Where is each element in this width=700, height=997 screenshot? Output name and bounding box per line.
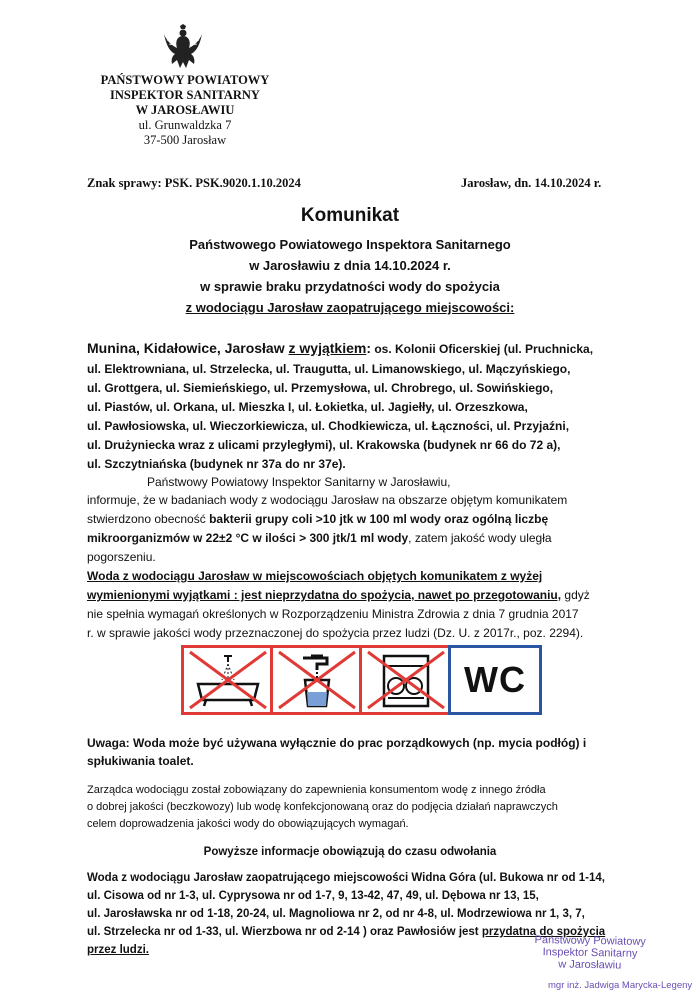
no-drinking-icon [270,645,364,715]
sender-street: ul. Grunwaldzka 7 [138,118,232,132]
widna-line-5: przez ludzi. [87,944,149,956]
wc-label: WC [464,659,526,700]
sender-city: 37-500 Jarosław [143,133,227,147]
polish-eagle-emblem [163,24,203,72]
widna-line-1: Woda z wodociągu Jarosław zaopatrującego miejscowości Widna Góra (ul. Bukowa nr od 1-14, [87,872,605,884]
manager-line-2: o dobrej jakości (beczkowozy) lub wodę konfekcjonowaną oraz do podjęcia działań naprawczych [87,801,558,813]
localities-line-6: ul. Drużyniecka wraz z ulicami przyległymi), ul. Krakowska (budynek nr 66 do 72 a), [87,438,561,452]
inform-line-4: mikroorganizmów w 22±2 °C w ilości > 300 jtk/1 ml wody, zatem jakość wody uległa [87,531,552,545]
widna-line-2: ul. Cisowa od nr 1-3, ul. Cyprysowa nr od 1-7, 9, 13-42, 47, 49, ul. Dębowa nr 13, 15, [87,890,539,902]
manager-line-1: Zarządca wodociągu został zobowiązany do zapewnienia konsumentom wodę z innego źródła [87,784,546,796]
sender-line-3: W JAROSŁAWIU [135,103,235,117]
no-bathing-icon [181,645,275,715]
wc-icon [448,645,542,715]
validity-notice: Powyższe informacje obowiązują do czasu odwołania [203,846,497,858]
sender-line-1: PAŃSTWOWY POWIATOWY [100,73,270,87]
warning-line-2: wymienionymi wyjątkami : jest nieprzydatna do spożycia, nawet po przegotowaniu, gdyż [87,588,590,602]
localities-line-5: ul. Pawłosiowska, ul. Wieczorkiewicza, ul. Chodkiewicza, ul. Łączności, ul. Przyjaźni, [87,419,570,433]
note-line-1: Uwaga: Woda może być używana wyłącznie do prac porządkowych (np. mycia podłóg) i [87,736,587,750]
except-word: z wyjątkiem [288,340,367,356]
inform-line-3: stwierdzono obecność bakterii grupy coli >10 jtk w 100 ml wody oraz ogólną liczbę [87,512,549,526]
subtitle-line-2: w Jarosławiu z dnia 14.10.2024 r. [249,258,451,273]
localities-line-1: Munina, Kidałowice, Jarosław z wyjątkiem: os. Kolonii Oficerskiej (ul. Pruchnicka, [87,340,594,356]
official-stamp: Państwowy Powiatowy Inspektor Sanitarny w Jarosławiu [534,934,646,972]
case-reference: Znak sprawy: PSK. PSK.9020.1.10.2024 [87,176,301,190]
warning-line-3: nie spełnia wymagań określonych w Rozporządzeniu Ministra Zdrowia z dnia 7 grudnia 2017 [87,607,579,621]
note-line-2: spłukiwania toalet. [87,754,194,768]
localities-line-2: ul. Elektrowniana, ul. Strzelecka, ul. Traugutta, ul. Limanowskiego, ul. Mączyńskiego, [87,362,571,376]
no-dishwashing-icon [359,645,453,715]
manager-line-3: celem doprowadzenia jakości wody do obowiązujących wymagań. [87,818,409,830]
localities-line-7: ul. Szczytniańska (budynek nr 37a do nr 37e). [87,457,346,471]
page-title: Komunikat [300,205,400,226]
warning-line-4: r. w sprawie jakości wody przeznaczonej do spożycia przez ludzi (Dz. U. z 2017r., poz. 2294). [87,626,584,640]
localities-line-3: ul. Grottgera, ul. Siemieńskiego, ul. Przemysłowa, ul. Chrobrego, ul. Sowińskiego, [87,381,554,395]
widna-line-3: ul. Jarosławska nr od 1-18, 20-24, ul. Magnoliowa nr 2, od nr 4-8, ul. Modrzewiowa nr 1, 3, 7, [87,908,585,920]
document-date: Jarosław, dn. 14.10.2024 r. [461,176,602,190]
subtitle-line-1: Państwowego Powiatowego Inspektora Sanitarnego [189,237,511,252]
warning-line-1: Woda z wodociągu Jarosław w miejscowościach objętych komunikatem z wyżej [87,569,543,583]
signature: mgr inż. Jadwiga Marycka-Legeny [548,980,693,991]
sender-line-2: INSPEKTOR SANITARNY [110,88,260,102]
localities-main: Munina, Kidałowice, Jarosław [87,340,289,356]
localities-line-4: ul. Piastów, ul. Orkana, ul. Mieszka I, ul. Łokietka, ul. Jagiełły, ul. Orzeszkowa, [87,400,528,414]
inform-line-5: pogorszeniu. [87,550,156,564]
inform-line-1: Państwowy Powiatowy Inspektor Sanitarny w Jarosławiu, [147,475,451,489]
widna-line-4: ul. Strzelecka nr od 1-33, ul. Wierzbowa nr od 2-14 ) oraz Pawłosiów jest przydatna do spożycia [87,926,606,938]
inform-line-2: informuje, że w badaniach wody z wodociągu Jarosław na obszarze objętym komunikatem [87,493,568,507]
subtitle-line-4: z wodociągu Jarosław zaopatrującego miejscowości: [185,300,515,315]
subtitle-line-3: w sprawie braku przydatności wody do spożycia [200,279,500,294]
